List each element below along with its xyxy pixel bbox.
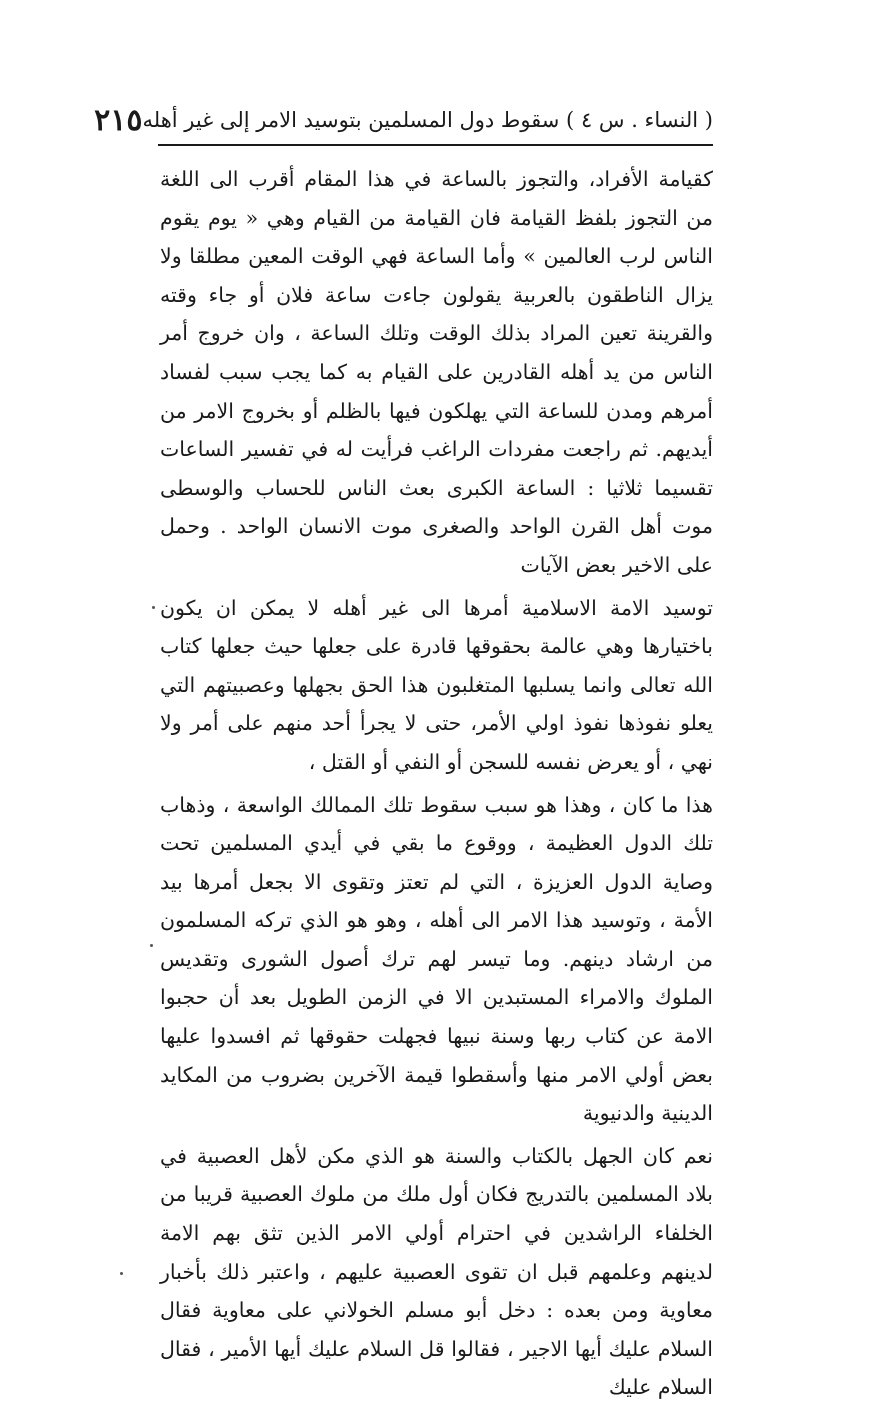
scan-speck [150,944,153,947]
paragraph-3: هذا ما كان ، وهذا هو سبب سقوط تلك الممالك الواسعة ، وذهاب تلك الدول العظيمة ، ووقوع ما بقي في أيدي المسلمين تحت وصاية الدول العزيزة ، التي لم تعتز وتقوى الا بجعل أمرها بيد الأمة ، وتوسيد هذا الامر الى أهله ، وهو هو الذي تركه المسلمون من ارشاد دينهم. وما تيسر لهم ترك أصول الشورى وتقديس الملوك والامراء المستبدين الا في الزمن الطويل بعد أن حجبوا الامة عن كتاب ربها وسنة نبيها فجهلت حقوقها ثم افسدوا عليها بعض أولي الامر منها وأسقطوا قيمة الآخرين بضروب من المكايد الدينية والدنيوية [160,792,713,1126]
page-header [94,96,713,146]
running-title: ( النساء . س ٤ ) سقوط دول المسلمين بتوسيد الامر إلى غير أهله [142,108,713,132]
body-text [160,160,713,1407]
page-number: ٢١٥ [94,102,143,138]
paragraph-1: كقيامة الأفراد، والتجوز بالساعة في هذا المقام أقرب الى اللغة من التجوز بلفظ القيامة فان القيامة من القيام وهي « يوم يقوم الناس لرب العالمين » وأما الساعة فهي الوقت المعين مطلقا ولا يزال الناطقون بالعربية يقولون جاءت ساعة فلان أو جاء وقته والقرينة تعين المراد بذلك الوقت وتلك الساعة ، وان خروج أمر الناس من يد أهله القادرين على القيام به كما يجب سبب لفساد أمرهم ومدن للساعة التي يهلكون فيها بالظلم أو بخروج الامر من أيديهم. ثم راجعت مفردات الراغب فرأيت له في تفسير الساعات تقسيما ثلاثيا : الساعة الكبرى بعث الناس للحساب والوسطى موت أهل القرن الواحد والصغرى موت الانسان الواحد . وحمل على الاخير بعض الآيات [160,167,713,577]
scan-speck [120,1272,123,1275]
scan-speck [152,606,155,609]
paragraph-4: نعم كان الجهل بالكتاب والسنة هو الذي مكن لأهل العصبية في بلاد المسلمين بالتدريج فكان أول ملك من ملوك العصبية قريبا من الخلفاء الراشدين في احترام أولي الامر الذين تثق بهم الامة لدينهم وعلمهم قبل ان تقوى العصبية عليهم ، واعتبر ذلك بأخبار معاوية ومن بعده : دخل أبو مسلم الخولاني على معاوية فقال السلام عليك أيها الاجير ، فقالوا قل السلام عليك أيها الأمير ، فقال السلام عليك [160,1143,713,1400]
paragraph-2: توسيد الامة الاسلامية أمرها الى غير أهله لا يمكن ان يكون باختيارها وهي عالمة بحقوقها قادرة على جعلها حيث جعلها كتاب الله تعالى وانما يسلبها المتغلبون هذا الحق بجهلها وعصبيتهم التي يعلو نفوذها نفوذ اولي الأمر، حتى لا يجرأ أحد منهم على أمر ولا نهي ، أو يعرض نفسه للسجن أو النفي أو القتل ، [160,595,713,774]
